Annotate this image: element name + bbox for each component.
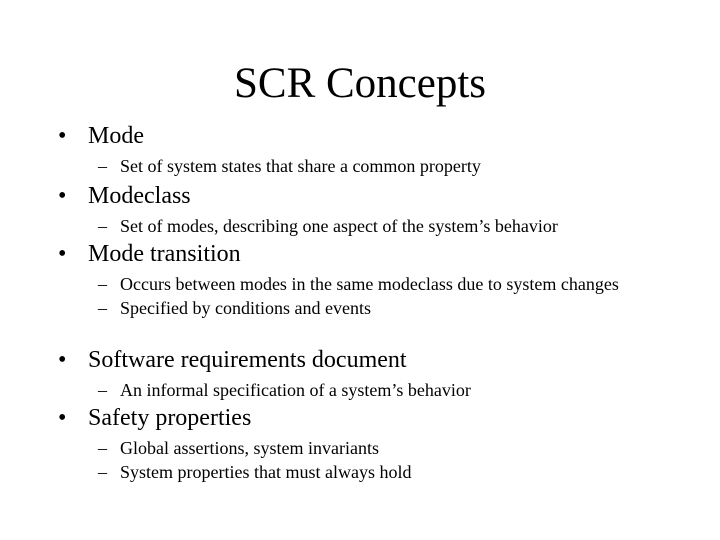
sub-list	[58, 156, 678, 176]
bullet-item-modeclass	[58, 180, 678, 236]
sub-list	[58, 438, 678, 482]
dash-icon: –	[98, 380, 107, 400]
bullet-label: Software requirements document	[88, 347, 407, 373]
sub-item	[58, 156, 678, 176]
dash-icon: –	[98, 462, 107, 482]
sub-item	[58, 216, 678, 236]
bullet-icon: •	[58, 347, 67, 373]
sub-item-text: An informal specification of a system’s behavior	[120, 380, 471, 400]
sub-item	[58, 462, 678, 482]
sub-item-text: System properties that must always hold	[120, 462, 412, 482]
bullet-item-mode-transition	[58, 238, 678, 318]
dash-icon: –	[98, 216, 107, 236]
sub-item-text: Set of system states that share a common property	[120, 156, 481, 176]
bullet-item-software-requirements-document	[58, 344, 678, 400]
bullet-icon: •	[58, 405, 67, 431]
sub-item	[58, 380, 678, 400]
sub-item-text: Occurs between modes in the same modeclass due to system changes	[120, 274, 619, 294]
bullet-icon: •	[58, 123, 67, 149]
sub-item	[58, 298, 678, 318]
bullet-label: Modeclass	[88, 183, 191, 209]
sub-item-text: Specified by conditions and events	[120, 298, 371, 318]
slide-title: SCR Concepts	[233, 60, 487, 107]
dash-icon: –	[98, 438, 107, 458]
sub-item	[58, 274, 678, 294]
bullet-item-mode	[58, 120, 678, 176]
sub-list	[58, 216, 678, 236]
bullet-label: Safety properties	[88, 405, 252, 431]
sub-item-text: Global assertions, system invariants	[120, 438, 379, 458]
dash-icon: –	[98, 274, 107, 294]
dash-icon: –	[98, 156, 107, 176]
bullet-label: Mode transition	[88, 241, 241, 267]
sub-item-text: Set of modes, describing one aspect of the system’s behavior	[120, 216, 558, 236]
bullet-icon: •	[58, 241, 67, 267]
sub-list	[58, 380, 678, 400]
sub-list	[58, 274, 678, 318]
bullet-icon: •	[58, 183, 67, 209]
bullet-item-safety-properties	[58, 402, 678, 482]
dash-icon: –	[98, 298, 107, 318]
sub-item	[58, 438, 678, 458]
bullet-label: Mode	[88, 123, 144, 149]
